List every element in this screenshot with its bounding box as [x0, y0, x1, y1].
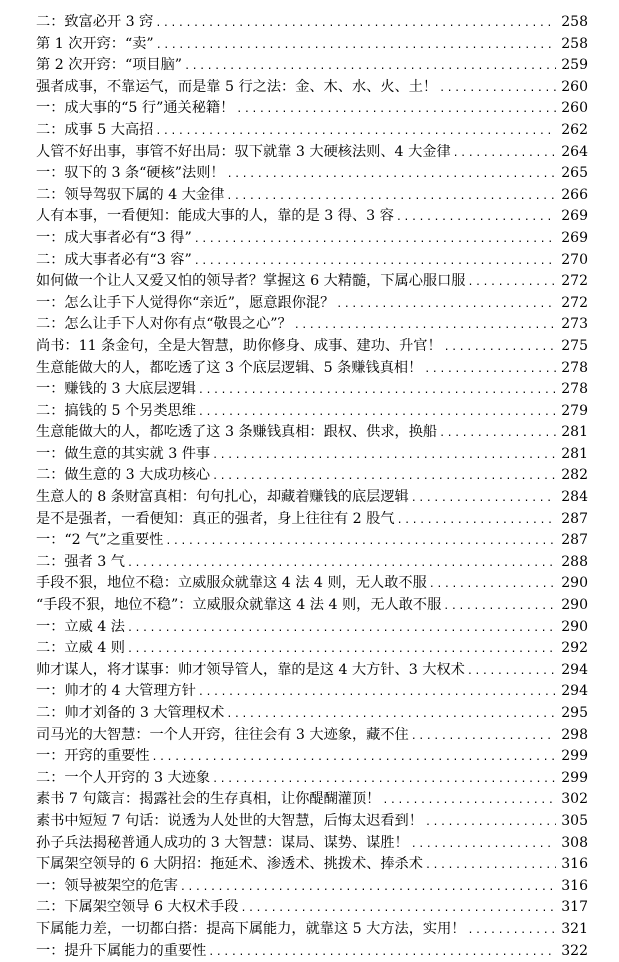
toc-entry[interactable]: [36, 250, 588, 272]
toc-entry-page-number: 272: [561, 294, 588, 311]
dot-leader: [411, 834, 556, 855]
dot-leader: [194, 251, 556, 272]
toc-entry-title: 一：开窍的重要性: [36, 748, 150, 765]
toc-entry-page-number: 270: [561, 251, 588, 268]
dot-leader: [397, 510, 556, 531]
dot-leader: [127, 553, 556, 574]
toc-entry-page-number: 281: [561, 445, 588, 462]
toc-entry[interactable]: [36, 206, 588, 228]
toc-entry[interactable]: [36, 789, 588, 811]
dot-leader: [212, 769, 556, 790]
toc-entry-title: 二：下属架空领导 6 大权术手段: [36, 899, 239, 916]
dot-leader: [155, 121, 556, 142]
toc-entry-title: 司马光的大智慧：一个人开窍，往往会有 3 大迹象，藏不住: [36, 726, 409, 743]
toc-entry-title: 如何做一个让人又爱又怕的领导者？掌握这 6 大精髓，下属心服口服: [36, 273, 466, 290]
toc-entry-page-number: 258: [561, 35, 588, 52]
dot-leader: [165, 531, 556, 552]
toc-entry[interactable]: [36, 185, 588, 207]
toc-entry-title: 生意人的 8 条财富真相：句句扎心，却藏着赚钱的底层逻辑: [36, 489, 409, 506]
toc-entry-page-number: 266: [561, 186, 588, 203]
toc-entry[interactable]: [36, 854, 588, 876]
toc-entry[interactable]: [36, 358, 588, 380]
toc-entry[interactable]: [36, 379, 588, 401]
toc-entry-page-number: 272: [561, 273, 588, 290]
toc-entry[interactable]: [36, 55, 588, 77]
toc-entry-title: 尚书：11 条金句，全是大智慧，助你修身、成事、建功、升官！: [36, 337, 442, 354]
toc-entry[interactable]: [36, 746, 588, 768]
toc-entry[interactable]: [36, 638, 588, 660]
toc-entry-title: 手段不狠，地位不稳：立威服众就靠这 4 法 4 则，无人敢不服: [36, 575, 427, 592]
toc-entry-title: 二：领导驾驭下属的 4 大金律: [36, 186, 225, 203]
dot-leader: [467, 661, 556, 682]
toc-entry-title: 一：成大事者必有“3 得”: [36, 229, 192, 246]
toc-entry-page-number: 259: [561, 57, 588, 74]
toc-entry-title: 一：怎么让手下人觉得你“亲近”，愿意跟你混？: [36, 294, 335, 311]
dot-leader: [184, 56, 556, 77]
dot-leader: [198, 402, 556, 423]
table-of-contents: [36, 12, 588, 962]
toc-entry-title: 一：赚钱的 3 大底层逻辑: [36, 381, 196, 398]
toc-entry[interactable]: [36, 34, 588, 56]
toc-entry-page-number: 287: [561, 532, 588, 549]
toc-entry[interactable]: [36, 919, 588, 941]
toc-entry-title: 二：做生意的 3 大成功核心: [36, 467, 211, 484]
toc-entry-page-number: 258: [561, 14, 588, 30]
toc-entry-title: 二：一个人开窍的 3 大迹象: [36, 769, 211, 786]
toc-entry-page-number: 275: [561, 337, 588, 354]
toc-entry[interactable]: [36, 617, 588, 639]
toc-entry[interactable]: [36, 336, 588, 358]
toc-entry-page-number: 288: [561, 553, 588, 570]
toc-entry-title: 二：立威 4 则: [36, 640, 125, 657]
toc-entry-page-number: 260: [561, 78, 588, 95]
toc-entry-page-number: 278: [561, 381, 588, 398]
toc-entry-title: 二：怎么让手下人对你有点“敬畏之心”？: [36, 316, 292, 333]
toc-entry[interactable]: [36, 444, 588, 466]
dot-leader: [127, 618, 556, 639]
toc-entry[interactable]: [36, 941, 588, 962]
toc-entry[interactable]: [36, 768, 588, 790]
dot-leader: [241, 898, 557, 919]
toc-entry-title: 二：致富必开 3 窍: [36, 14, 154, 30]
toc-entry[interactable]: [36, 77, 588, 99]
toc-entry[interactable]: [36, 833, 588, 855]
toc-entry-page-number: 269: [561, 229, 588, 246]
toc-entry[interactable]: [36, 530, 588, 552]
toc-entry-title: 生意能做大的人，都吃透了这 3 条赚钱真相：跟权、供求，换船: [36, 424, 438, 441]
toc-entry-page-number: 260: [561, 100, 588, 117]
toc-entry[interactable]: [36, 573, 588, 595]
toc-entry-page-number: 317: [561, 899, 588, 916]
toc-entry-page-number: 305: [561, 812, 588, 829]
toc-entry[interactable]: [36, 120, 588, 142]
toc-entry-page-number: 316: [561, 877, 588, 894]
toc-entry[interactable]: [36, 552, 588, 574]
toc-entry-title: 第 2 次开窍：“项目脑”: [36, 57, 183, 74]
dot-leader: [208, 942, 556, 962]
toc-entry-title: 生意能做大的人，都吃透了这 3 个底层逻辑、5 条赚钱真相！: [36, 359, 423, 376]
toc-entry[interactable]: [36, 314, 588, 336]
toc-entry-page-number: 265: [561, 165, 588, 182]
toc-entry-title: 一：领导被架空的危害: [36, 877, 178, 894]
dot-leader: [227, 164, 556, 185]
toc-entry[interactable]: [36, 595, 588, 617]
toc-entry[interactable]: [36, 401, 588, 423]
toc-entry-page-number: 290: [561, 597, 588, 614]
toc-entry-title: 二：帅才刘备的 3 大管理权术: [36, 705, 225, 721]
toc-entry-page-number: 269: [561, 208, 588, 225]
dot-leader: [425, 855, 556, 876]
toc-entry[interactable]: [36, 163, 588, 185]
dot-leader: [429, 574, 556, 595]
toc-entry[interactable]: [36, 725, 588, 747]
toc-entry-title: 二：搞钱的 5 个另类思维: [36, 402, 196, 419]
toc-entry-title: 第 1 次开窍：“卖”: [36, 35, 154, 52]
toc-entry-title: 素书 7 句箴言：揭露社会的生存真相，让你醍醐灌顶！: [36, 791, 381, 808]
dot-leader: [468, 920, 557, 941]
dot-leader: [155, 13, 556, 34]
toc-entry-title: 孙子兵法揭秘普通人成功的 3 大智慧：谋局、谋势、谋胜！: [36, 834, 409, 851]
toc-entry[interactable]: [36, 422, 588, 444]
toc-entry-page-number: 279: [561, 402, 588, 419]
toc-entry[interactable]: [36, 703, 588, 725]
dot-leader: [439, 423, 556, 444]
dot-leader: [396, 207, 556, 228]
toc-entry-title: 一：驭下的 3 条“硬核”法则！: [36, 165, 225, 182]
dot-leader: [198, 682, 556, 703]
toc-entry-page-number: 262: [561, 121, 588, 138]
dot-leader: [439, 78, 556, 99]
toc-entry-title: 一：成大事的“5 行”通关秘籍！: [36, 100, 235, 117]
dot-leader: [453, 143, 556, 164]
toc-entry-page-number: 290: [561, 575, 588, 592]
toc-entry-title: 人管不好出事，事管不好出局：驭下就靠 3 大硬核法则、4 大金律: [36, 143, 451, 160]
toc-entry-page-number: 299: [561, 769, 588, 786]
toc-entry-title: 帅才谋人，将才谋事：帅才领导管人，靠的是这 4 大方针、3 大权术: [36, 661, 465, 678]
toc-entry-page-number: 290: [561, 618, 588, 635]
dot-leader: [411, 726, 556, 747]
toc-entry-title: 一：帅才的 4 大管理方针: [36, 683, 196, 700]
toc-entry[interactable]: [36, 142, 588, 164]
dot-leader: [424, 359, 556, 380]
toc-entry[interactable]: [36, 228, 588, 250]
toc-entry-title: 下属架空领导的 6 大阴招：拖延术、渗透术、挑拨术、捧杀术: [36, 856, 423, 873]
toc-entry-page-number: 287: [561, 510, 588, 527]
toc-entry[interactable]: [36, 293, 588, 315]
toc-entry-title: 二：成事 5 大高招: [36, 121, 154, 138]
toc-entry[interactable]: [36, 660, 588, 682]
toc-entry[interactable]: [36, 98, 588, 120]
toc-entry-page-number: 292: [561, 640, 588, 657]
dot-leader: [468, 272, 557, 293]
toc-entry-page-number: 294: [561, 661, 588, 678]
toc-entry-title: 二：成大事者必有“3 容”: [36, 251, 192, 268]
dot-leader: [198, 380, 556, 401]
toc-entry-title: 下属能力差，一切都白搭：提高下属能力，就靠这 5 大方法，实用！: [36, 920, 466, 937]
toc-entry-page-number: 282: [561, 467, 588, 484]
dot-leader: [226, 704, 556, 725]
toc-entry-page-number: 321: [561, 920, 588, 937]
toc-entry-page-number: 322: [561, 942, 588, 959]
toc-entry[interactable]: [36, 465, 588, 487]
toc-entry-page-number: 278: [561, 359, 588, 376]
toc-entry-page-number: 273: [561, 316, 588, 333]
toc-entry-page-number: 299: [561, 748, 588, 765]
toc-entry-page-number: 308: [561, 834, 588, 851]
dot-leader: [212, 466, 556, 487]
toc-entry-page-number: 302: [561, 791, 588, 808]
dot-leader: [156, 35, 556, 56]
dot-leader: [425, 812, 556, 833]
toc-entry-page-number: 281: [561, 424, 588, 441]
toc-entry[interactable]: [36, 897, 588, 919]
toc-entry[interactable]: [36, 509, 588, 531]
toc-entry[interactable]: [36, 12, 588, 34]
toc-entry-title: 强者成事，不靠运气，而是靠 5 行之法：金、木、水、火、土！: [36, 78, 438, 95]
dot-leader: [212, 445, 556, 466]
toc-entry-title: 人有本事，一看便知：能成大事的人，靠的是 3 得、3 容: [36, 208, 394, 225]
dot-leader: [294, 315, 556, 336]
toc-entry-page-number: 294: [561, 683, 588, 700]
dot-leader: [226, 186, 556, 207]
toc-entry-title: 是不是强者，一看便知：真正的强者，身上往往有 2 股气: [36, 510, 395, 527]
dot-leader: [336, 294, 556, 315]
toc-entry-title: 一：立威 4 法: [36, 618, 125, 635]
toc-entry[interactable]: [36, 271, 588, 293]
toc-entry-title: 二：强者 3 气: [36, 553, 125, 570]
toc-entry[interactable]: [36, 876, 588, 898]
dot-leader: [152, 747, 556, 768]
dot-leader: [411, 488, 556, 509]
dot-leader: [127, 639, 556, 660]
dot-leader: [444, 337, 556, 358]
toc-entry-page-number: 295: [561, 705, 588, 721]
toc-entry-title: “手段不狠，地位不稳”：立威服众就靠这 4 法 4 则，无人敢不服: [36, 597, 442, 614]
toc-entry-title: 素书中短短 7 句话：说透为人处世的大智慧，后悔太迟看到！: [36, 812, 423, 829]
dot-leader: [443, 596, 556, 617]
dot-leader: [382, 790, 556, 811]
dot-leader: [194, 229, 556, 250]
toc-entry-page-number: 316: [561, 856, 588, 873]
toc-entry-page-number: 264: [561, 143, 588, 160]
toc-entry-page-number: 284: [561, 489, 588, 506]
dot-leader: [180, 877, 556, 898]
dot-leader: [236, 99, 556, 120]
toc-entry[interactable]: [36, 681, 588, 703]
toc-entry-page-number: 298: [561, 726, 588, 743]
toc-entry-title: 一：做生意的其实就 3 件事: [36, 445, 211, 462]
toc-entry[interactable]: [36, 487, 588, 509]
toc-entry[interactable]: [36, 811, 588, 833]
toc-entry-title: 一：“2 气”之重要性: [36, 532, 164, 549]
toc-entry-title: 一：提升下属能力的重要性: [36, 942, 207, 959]
